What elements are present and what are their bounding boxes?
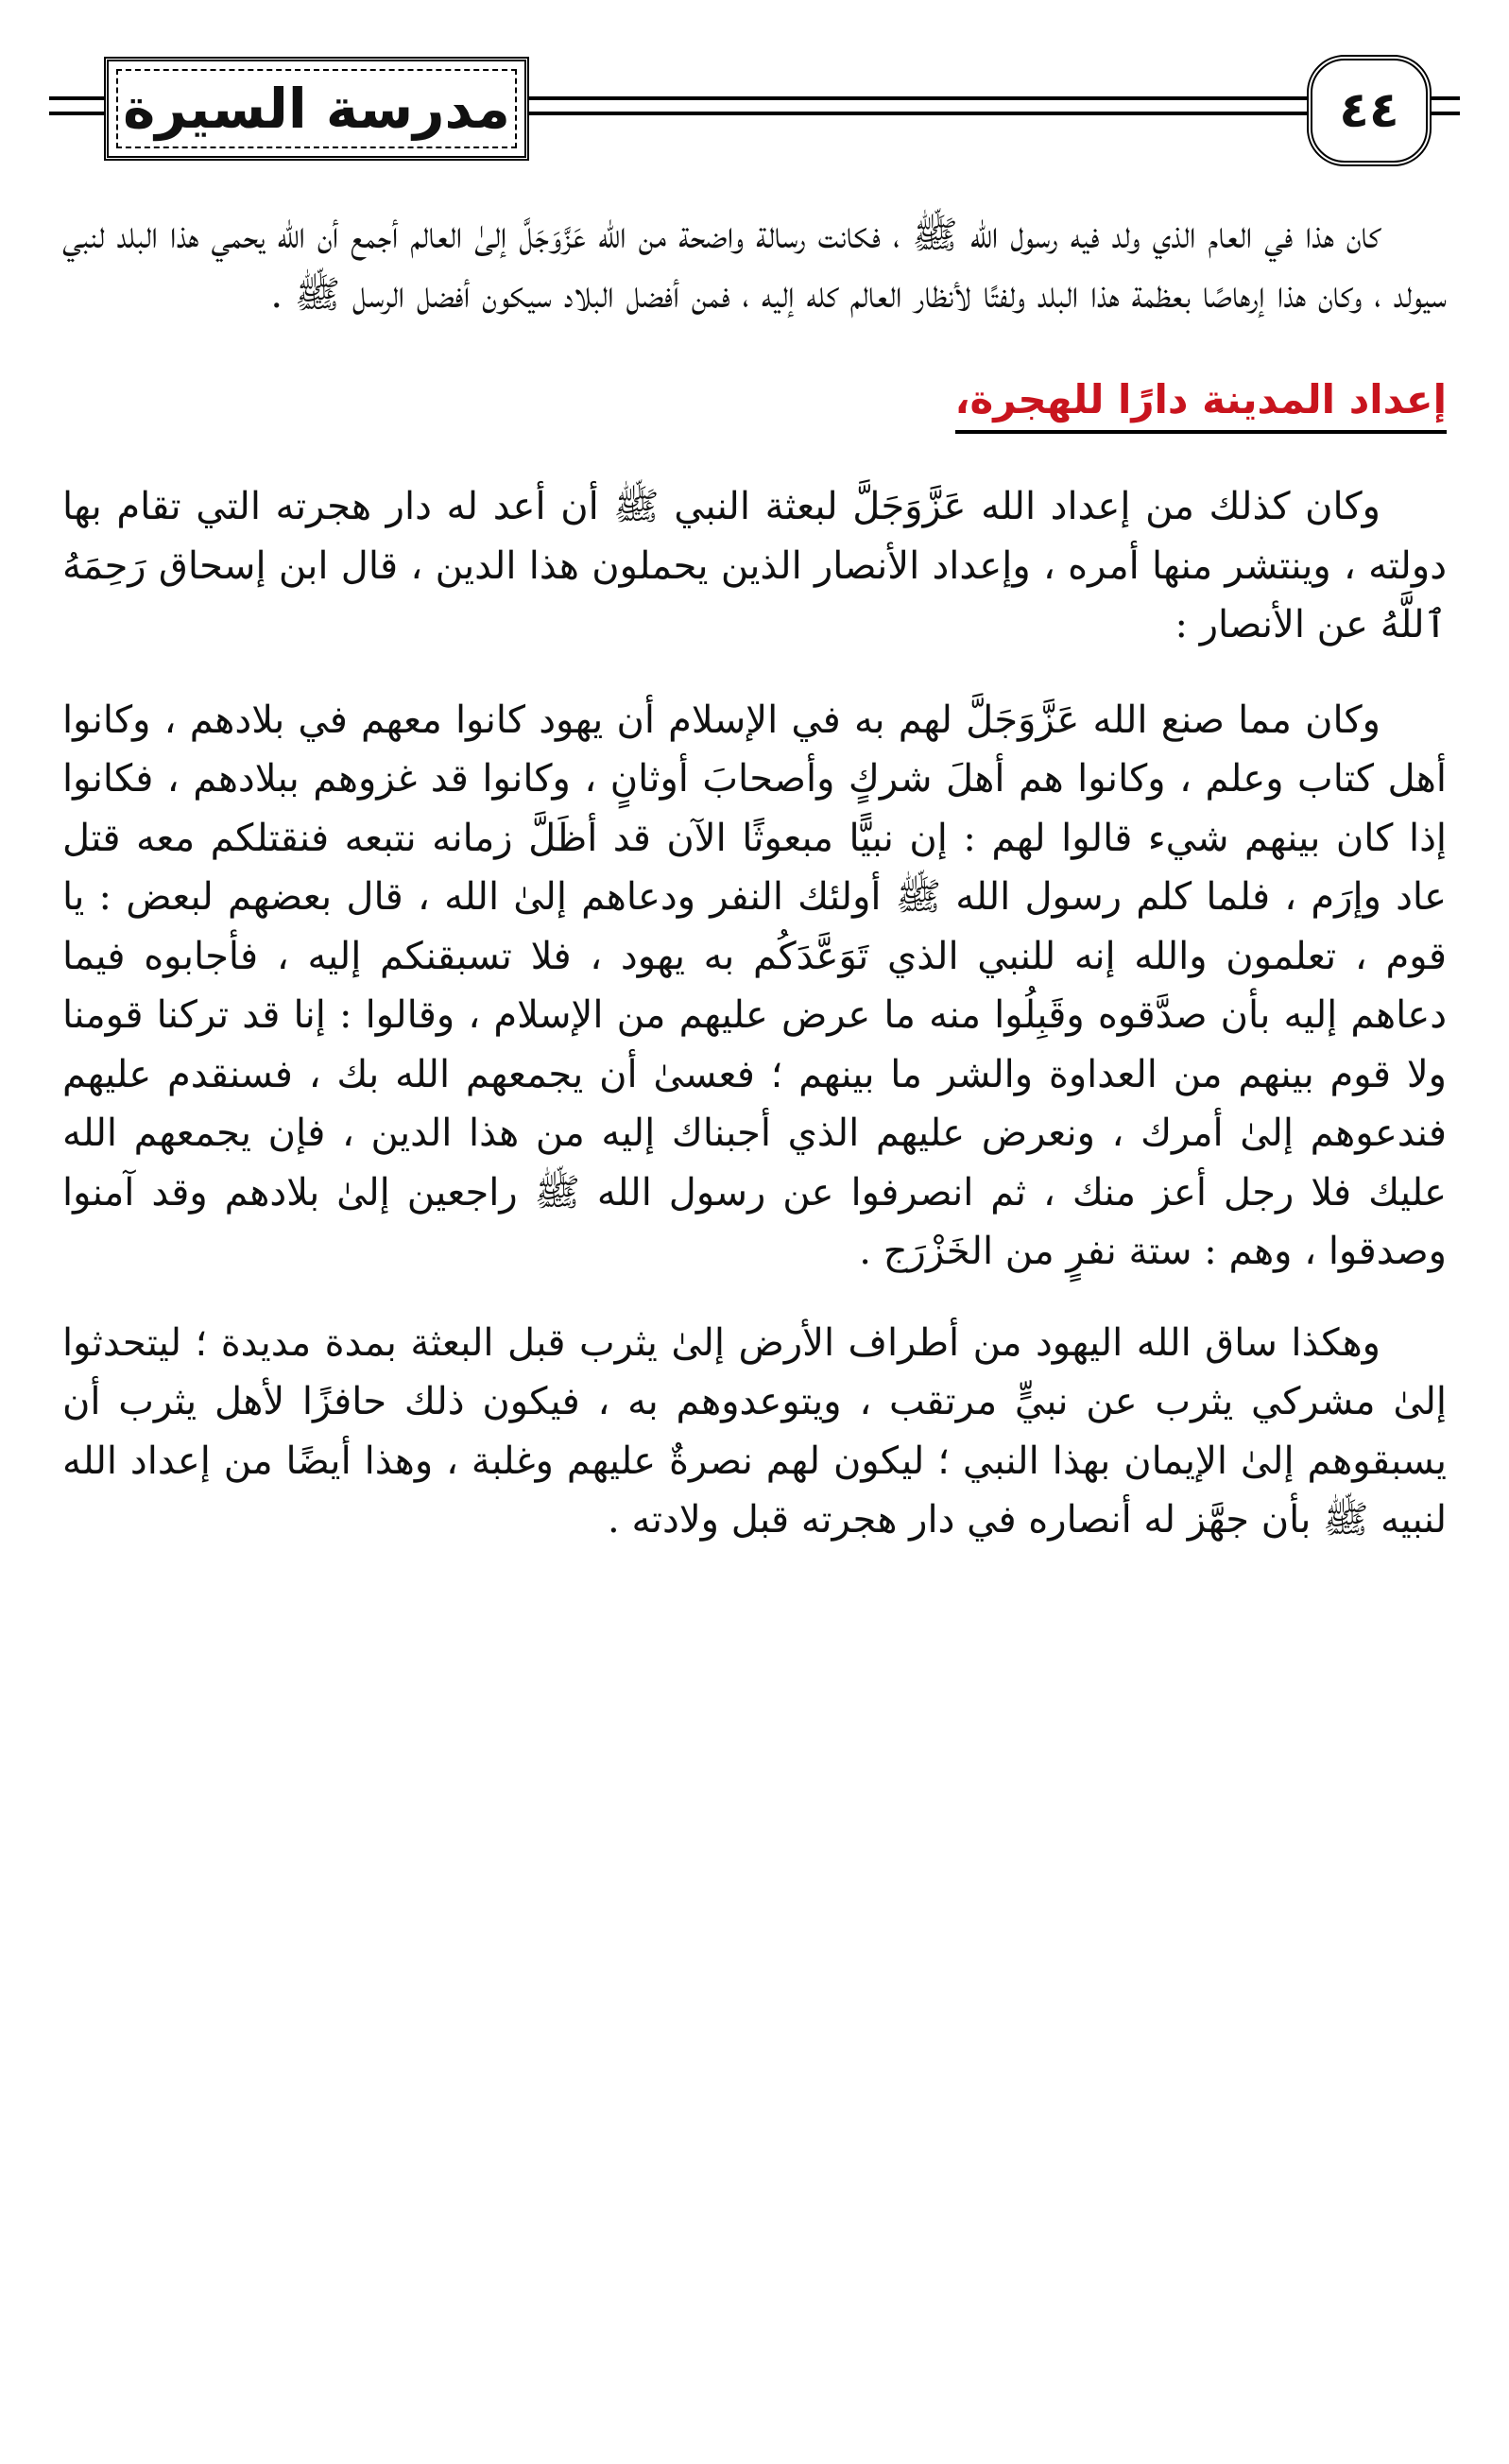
page-number-frame	[1307, 55, 1432, 166]
paragraph-3: وكان مما صنع الله عَزَّوَجَلَّ لهم به في الإسلام أن يهود كانوا معهم في بلادهم ، وكانوا أهل كتاب وعلم ، وكانوا هم أهلَ شركٍ وأصحابَ أوثانٍ ، وكانوا قد غزوهم ببلادهم ، فكانوا إذا كان بينهم شيء قالوا لهم : إن نبيًّا مبعوثًا الآن قد أظَلَّ زمانه نتبعه فنقتلكم معه قتل عاد وإرَم ، فلما كلم رسول الله ﷺ أولئك النفر ودعاهم إلىٰ الله ، قال بعضهم لبعض : يا قوم ، تعلمون والله إنه للنبي الذي تَوَعَّدَكُم به يهود ، فلا تسبقنكم إليه ، فأجابوه فيما دعاهم إليه بأن صدَّقوه وقَبِلُوا منه ما عرض عليهم من الإسلام ، وقالوا : إنا قد تركنا قومنا ولا قوم بينهم من العداوة والشر ما بينهم ؛ فعسىٰ أن يجمعهم الله بك ، فسنقدم عليهم فندعوهم إلىٰ أمرك ، ونعرض عليهم الذي أجبناك إليه من هذا الدين ، فإن يجمعهم الله عليك فلا رجل أعز منك ، ثم انصرفوا عن رسول الله ﷺ راجعين إلىٰ بلادهم وقد آمنوا وصدقوا ، وهم : ستة نفرٍ من الخَزْرَج .	[62, 698, 1447, 1273]
paragraph-1: كان هذا في العام الذي ولد فيه رسول الله ﷺ ، فكانت رسالة واضحة من الله عَزَّوَجَلَّ إلىٰ العالم أجمع أن الله يحمي هذا البلد لنبي سيولد ، وكان هذا إرهاصًا بعظمة هذا البلد ولفتًا لأنظار العالم كله إليه ، فمن أفضل البلاد سيكون أفضل الرسل ﷺ .	[62, 214, 1447, 317]
page-body	[62, 206, 1447, 1550]
section-heading-wrap	[62, 371, 1447, 434]
page-number: ٤٤	[1339, 82, 1399, 139]
book-title: مدرسة السيرة	[123, 77, 510, 141]
section-heading: إعداد المدينة دارًا للهجرة،	[955, 373, 1447, 434]
paragraph-4: وهكذا ساق الله اليهود من أطراف الأرض إلىٰ يثرب قبل البعثة بمدة مديدة ؛ ليتحدثوا إلىٰ مشركي يثرب عن نبيٍّ مرتقب ، ويتوعدوهم به ، فيكون ذلك حافزًا لأهل يثرب أن يسبقوهم إلىٰ الإيمان بهذا النبي ؛ ليكون لهم نصرةٌ عليهم وغلبة ، وهذا أيضًا من إعداد الله لنبيه ﷺ بأن جهَّز له أنصاره في دار هجرته قبل ولادته .	[62, 1320, 1447, 1542]
book-title-frame	[104, 57, 529, 161]
paragraph-2: وكان كذلك من إعداد الله عَزَّوَجَلَّ لبعثة النبي ﷺ أن أعد له دار هجرته التي تقام بها دولته ، وينتشر منها أمره ، وإعداد الأنصار الذين يحملون هذا الدين ، قال ابن إسحاق رَحِمَهُ ٱللَّهُ عن الأنصار :	[62, 485, 1447, 646]
page-header	[49, 49, 1460, 163]
